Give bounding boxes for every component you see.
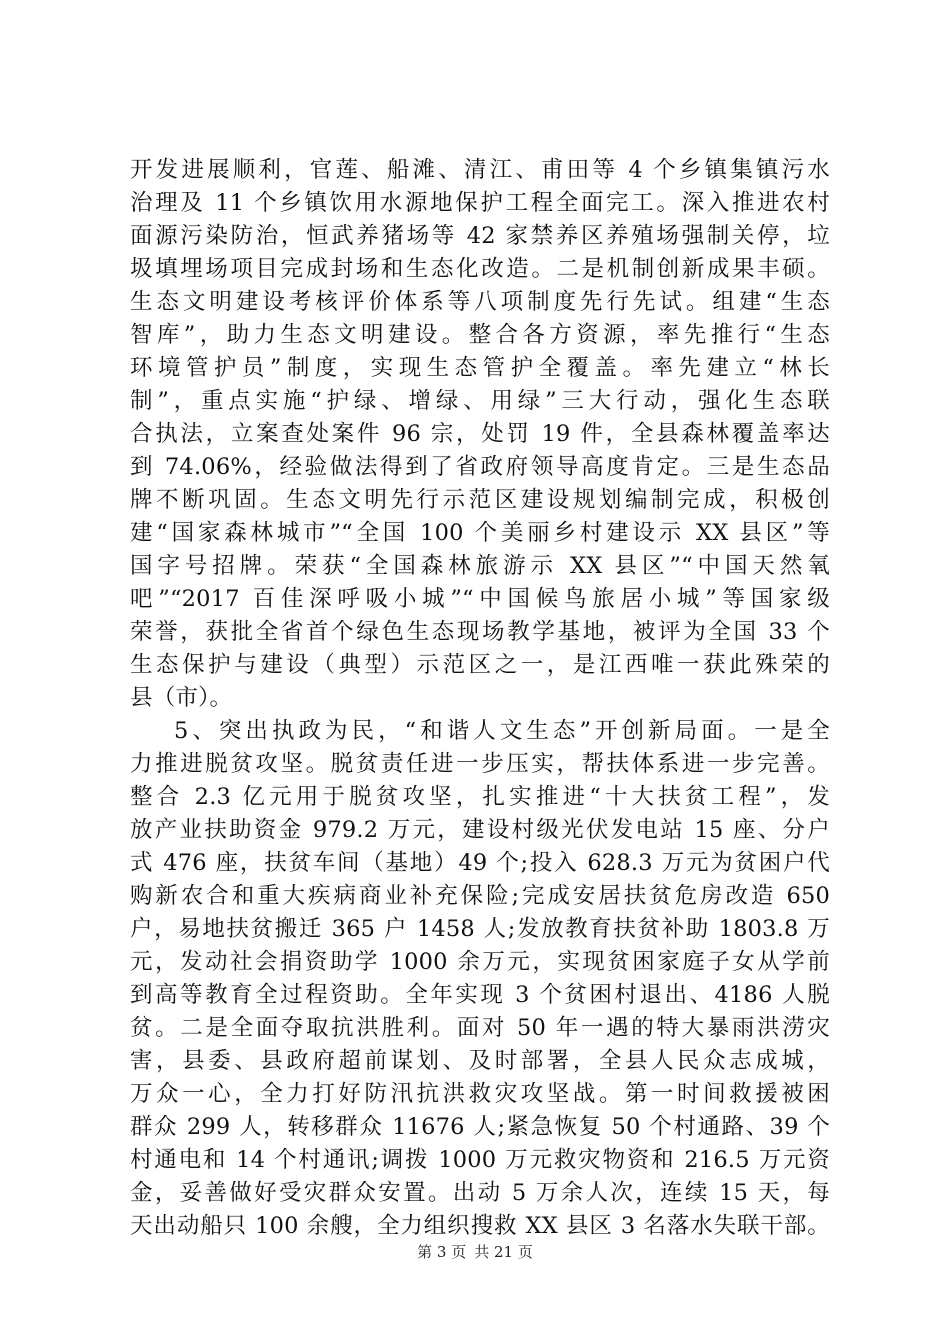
text-line: 力推进脱贫攻坚。脱贫责任进一步压实，帮扶体系进一步完善。 xyxy=(130,751,830,777)
document-body xyxy=(130,154,830,1243)
text-line: 制”，重点实施“护绿、增绿、用绿”三大行动，强化生态联 xyxy=(130,388,830,414)
text-line: 治理及 11 个乡镇饮用水源地保护工程全面完工。深入推进农村 xyxy=(130,190,830,216)
text-line: 圾填埋场项目完成封场和生态化改造。二是机制创新成果丰硕。 xyxy=(130,256,830,282)
page-total: 共 21 页 xyxy=(474,1243,533,1261)
text-line: 生态保护与建设（典型）示范区之一，是江西唯一获此殊荣的 xyxy=(130,652,830,678)
text-line: 环境管护员”制度，实现生态管护全覆盖。率先建立“林长 xyxy=(130,355,830,381)
text-line: 整合 2.3 亿元用于脱贫攻坚，扎实推进“十大扶贫工程”，发 xyxy=(130,784,830,810)
text-line: 牌不断巩固。生态文明先行示范区建设规划编制完成，积极创 xyxy=(130,487,830,513)
text-line: 荣誉，获批全省首个绿色生态现场教学基地，被评为全国 33 个 xyxy=(130,619,830,645)
text-line: 到 74.06%，经验做法得到了省政府领导高度肯定。三是生态品 xyxy=(130,454,830,480)
page-footer xyxy=(0,1242,950,1262)
text-line: 建“国家森林城市”“全国 100 个美丽乡村建设示 XX 县区”等 xyxy=(130,520,830,546)
text-line: 万众一心，全力打好防汛抗洪救灾攻坚战。第一时间救援被困 xyxy=(130,1081,830,1107)
text-line: 式 476 座，扶贫车间（基地）49 个;投入 628.3 万元为贫困户代 xyxy=(130,850,830,876)
text-line: 开发进展顺利，官莲、船滩、清江、甫田等 4 个乡镇集镇污水 xyxy=(130,157,830,183)
text-line: 智库”，助力生态文明建设。整合各方资源，率先推行“生态 xyxy=(130,322,830,348)
text-line: 贫。二是全面夺取抗洪胜利。面对 50 年一遇的特大暴雨洪涝灾 xyxy=(130,1015,830,1041)
text-line: 村通电和 14 个村通讯;调拨 1000 万元救灾物资和 216.5 万元资 xyxy=(130,1147,830,1173)
text-line: 到高等教育全过程资助。全年实现 3 个贫困村退出、4186 人脱 xyxy=(130,982,830,1008)
text-line: 害，县委、县政府超前谋划、及时部署，全县人民众志成城， xyxy=(130,1048,830,1074)
text-line: 购新农合和重大疾病商业补充保险;完成安居扶贫危房改造 650 xyxy=(130,883,830,909)
text-line: 群众 299 人，转移群众 11676 人;紧急恢复 50 个村通路、39 个 xyxy=(130,1114,830,1140)
text-line: 吧”“2017 百佳深呼吸小城”“中国候鸟旅居小城”等国家级 xyxy=(130,586,830,612)
text-line: 天出动船只 100 余艘，全力组织搜救 XX 县区 3 名落水失联干部。 xyxy=(130,1213,830,1239)
text-line-paragraph-start: 5、突出执政为民，“和谐人文生态”开创新局面。一是全 xyxy=(174,718,830,744)
text-line: 生态文明建设考核评价体系等八项制度先行先试。组建“生态 xyxy=(130,289,830,315)
text-line: 合执法，立案查处案件 96 宗，处罚 19 件，全县森林覆盖率达 xyxy=(130,421,830,447)
text-line: 金，妥善做好受灾群众安置。出动 5 万余人次，连续 15 天，每 xyxy=(130,1180,830,1206)
page-number: 第 3 页 xyxy=(417,1243,467,1261)
text-line: 元，发动社会捐资助学 1000 余万元，实现贫困家庭子女从学前 xyxy=(130,949,830,975)
text-line: 户，易地扶贫搬迁 365 户 1458 人;发放教育扶贫补助 1803.8 万 xyxy=(130,916,830,942)
text-line-paragraph-end: 县（市）。 xyxy=(130,685,233,711)
text-line: 面源污染防治，恒武养猪场等 42 家禁养区养殖场强制关停，垃 xyxy=(130,223,830,249)
text-line: 国字号招牌。荣获“全国森林旅游示 XX 县区”“中国天然氧 xyxy=(130,553,830,579)
text-line: 放产业扶助资金 979.2 万元，建设村级光伏发电站 15 座、分户 xyxy=(130,817,830,843)
